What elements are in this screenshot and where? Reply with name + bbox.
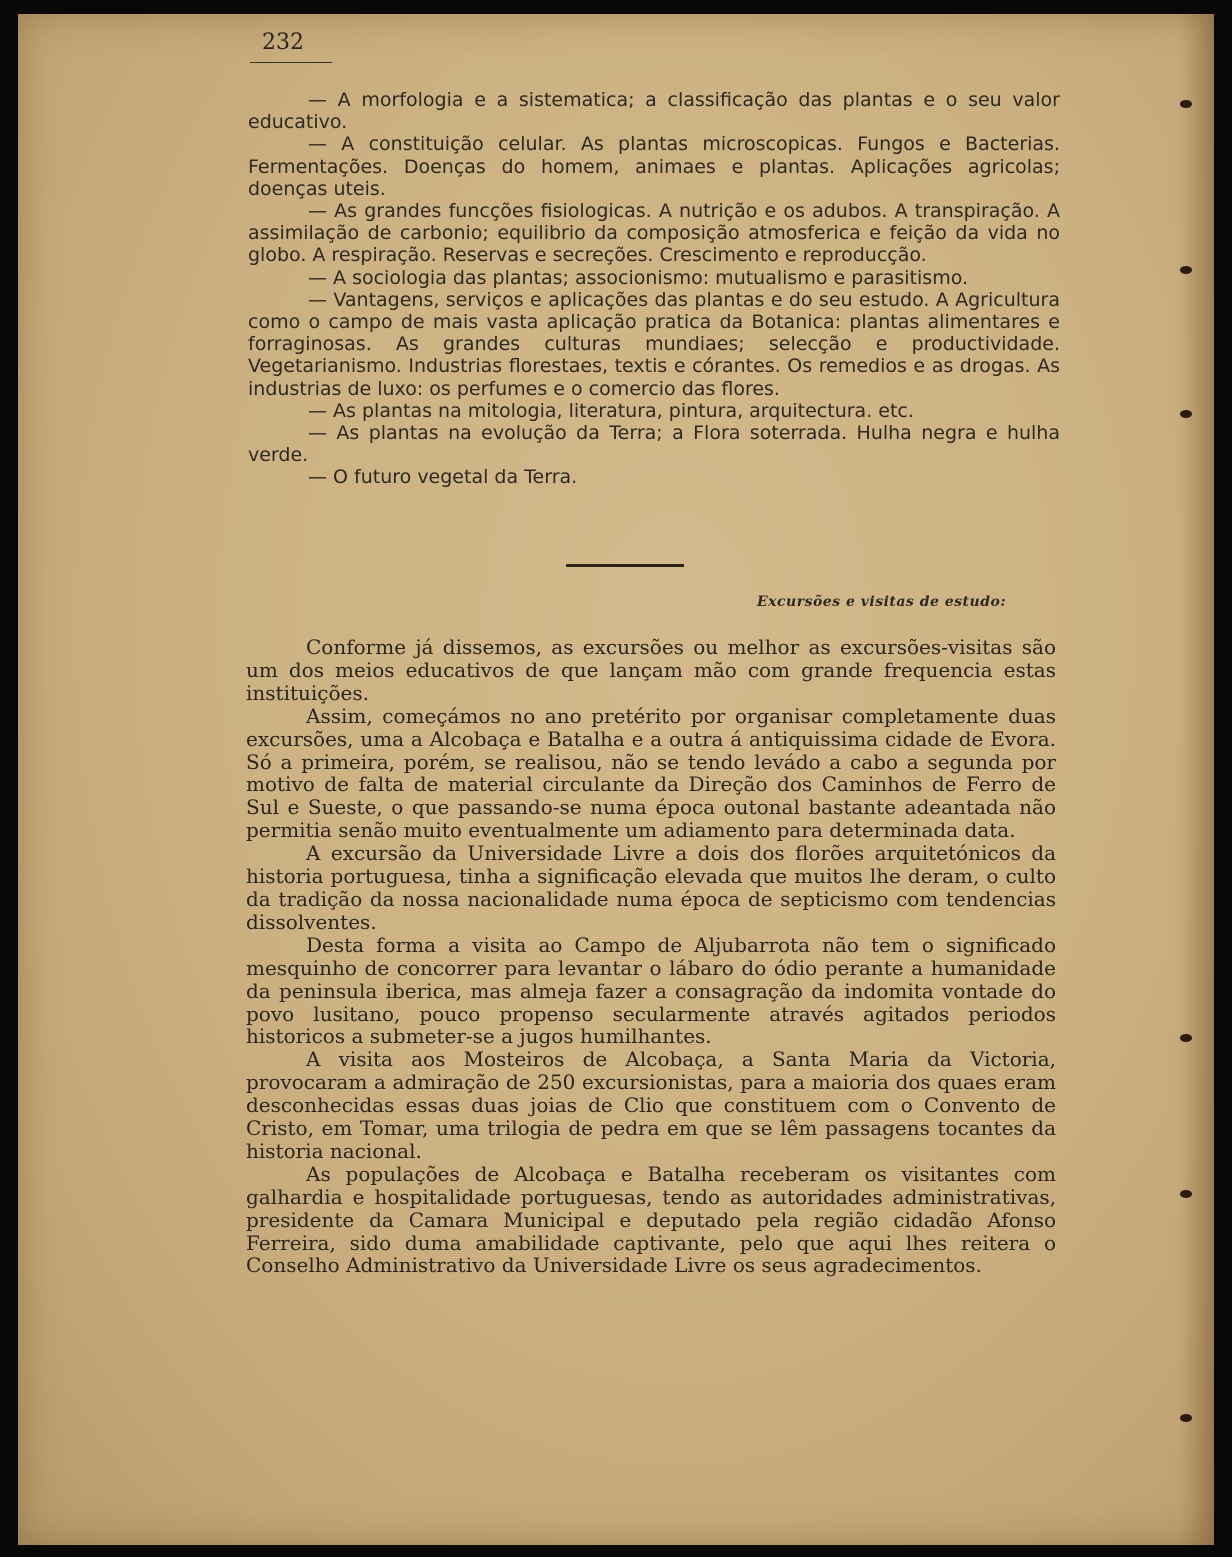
binding-hole: [1180, 266, 1192, 274]
topic-item: — Vantagens, serviços e aplicações das plantas e do seu estudo. A Agricultura como o campo de mais vasta aplicação pratica da Botanica: plantas alimentares e forraginosas. As grandes culturas mundiaes; selecção e productividade. Vegetarianismo. Industrias florestaes, textis e córantes. Os remedios e as drogas. As industrias de luxo: os perfumes e o comercio das flores.: [248, 288, 1060, 400]
topic-item: — A morfologia e a sistematica; a classificação das plantas e o seu valor educativo.: [248, 89, 1060, 134]
body-text: [246, 636, 1056, 1277]
paragraph: As populações de Alcobaça e Batalha receberam os visitantes com galhardia e hospitalidade portuguesas, tendo as autoridades administrativas, presidente da Camara Municipal e deputado pela região cidadão Afonso Ferreira, sido duma amabilidade captivante, pelo que aqui lhes reitera o Conselho Administrativo da Universidade Livre os seus agradecimentos.: [246, 1161, 1056, 1278]
topic-item: — As grandes funcções fisiologicas. A nutrição e os adubos. A transpiração. A assimilação de carbonio; equilibrio da composição atmosferica e feição da vida no globo. A respiração. Reservas e secreções. Crescimento e reproducção.: [248, 200, 1060, 267]
page-fold-shadow: [1180, 14, 1214, 1545]
page-number-rule: [250, 62, 332, 63]
binding-hole: [1180, 1190, 1192, 1198]
section-divider: [566, 564, 684, 567]
paragraph: Assim, começámos no ano pretérito por organisar completamente duas excursões, uma a Alcobaça e Batalha e a outra á antiquissima cidade de Evora. Só a primeira, porém, se realisou, não se tendo levádo a cabo a segunda por motivo de falta de material circulante da Direção dos Caminhos de Ferro de Sul e Sueste, o que passando-se numa época outonal bastante adeantada não permitia senão muito eventualmente um adiamento para determinada data.: [246, 703, 1056, 843]
topic-item: — A constituição celular. As plantas microscopicas. Fungos e Bacterias. Fermentações. Doenças do homem, animaes e plantas. Aplicações agricolas; doenças uteis.: [248, 133, 1060, 200]
binding-hole: [1180, 410, 1192, 418]
topic-item: — As plantas na evolução da Terra; a Flora soterrada. Hulha negra e hulha verde.: [248, 422, 1060, 467]
paragraph: A excursão da Universidade Livre a dois dos florões arquitetónicos da historia portuguesa, tinha a significação elevada que muitos lhe deram, o culto da tradição da nossa nacionalidade numa época de septicismo com tendencias dissolventes.: [246, 841, 1056, 934]
binding-hole: [1180, 100, 1192, 108]
binding-hole: [1180, 1414, 1192, 1422]
page-number: 232: [262, 30, 304, 55]
binding-hole: [1180, 1034, 1192, 1042]
paragraph: Conforme já dissemos, as excursões ou melhor as excursões-visitas são um dos meios educativos de que lançam mão com grande frequencia estas instituições.: [246, 635, 1056, 705]
topics-list: [248, 89, 1060, 489]
paragraph: Desta forma a visita ao Campo de Aljubarrota não tem o significado mesquinho de concorrer para levantar o lábaro do ódio perante a humanidade da peninsula iberica, mas almeja fazer a consagração da indomita vontade do povo lusitano, pouco propenso secularmente através agitados periodos historicos a submeter-se a jugos humilhantes.: [246, 932, 1056, 1049]
topic-item: — As plantas na mitologia, literatura, pintura, arquitectura. etc.: [308, 399, 914, 422]
topic-item: — A sociologia das plantas; associonismo: mutualismo e parasitismo.: [308, 266, 969, 289]
paragraph: A visita aos Mosteiros de Alcobaça, a Santa Maria da Victoria, provocaram a admiração de 250 excursionistas, para a maioria dos quaes eram desconhecidas essas duas joias de Clio que constituem com o Convento de Cristo, em Tomar, uma trilogia de pedra em que se lêm passagens tocantes da historia nacional.: [246, 1047, 1056, 1163]
section-title: Excursões e visitas de estudo:: [756, 594, 1006, 610]
topic-item: — O futuro vegetal da Terra.: [308, 466, 578, 489]
